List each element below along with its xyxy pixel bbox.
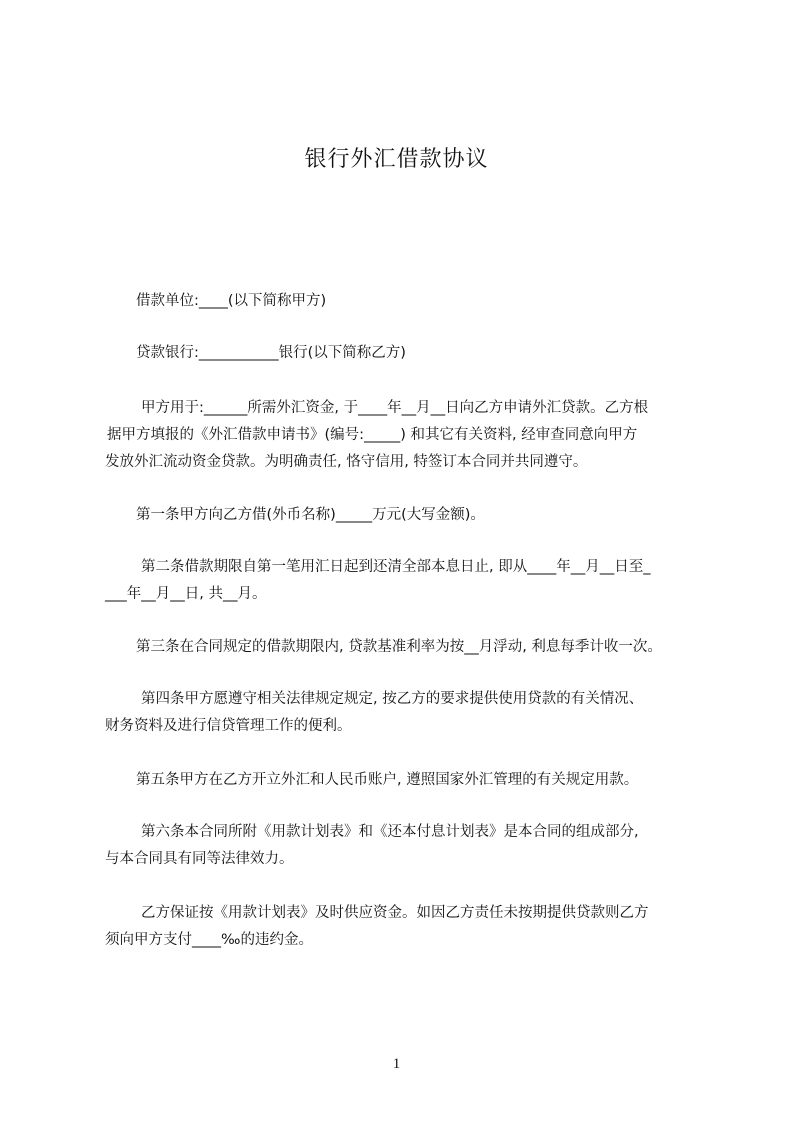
article-6-line-1: 第六条本合同所附《用款计划表》和《还本付息计划表》是本合同的组成部分, [141, 824, 639, 840]
document-title: 银行外汇借款协议 [304, 147, 489, 172]
article-5: 第五条甲方在乙方开立外汇和人民币账户, 遵照国家外汇管理的有关规定用款。 [136, 772, 639, 788]
article-6-line-2: 与本合同具有同等法律效力。 [105, 851, 294, 867]
preamble-line-2: 据甲方填报的《外汇借款申请书》(编号:_____) 和其它有关资料, 经审查同意向甲方 [107, 427, 638, 443]
article-2-line-1: 第二条借款期限自第一笔用汇日起到还清全部本息日止, 即从____年__月__日至_ [141, 559, 651, 575]
preamble-line-1: 甲方用于:______所需外汇资金, 于____年__月__日向乙方申请外汇贷款。乙方根 [141, 400, 649, 416]
article-4-line-2: 财务资料及进行信贷管理工作的便利。 [105, 718, 352, 734]
preamble-line-3: 发放外汇流动资金贷款。为明确责任, 恪守信用, 特签订本合同并共同遵守。 [105, 454, 588, 470]
article-2-line-2: ___年__月__日, 共__月。 [105, 586, 267, 602]
lender-line: 贷款银行:___________银行(以下简称乙方) [136, 345, 406, 361]
borrower-line: 借款单位:____(以下简称甲方) [136, 293, 327, 309]
article-3: 第三条在合同规定的借款期限内, 贷款基准利率为按__月浮动, 利息每季计收一次。 [136, 639, 662, 655]
article-4-line-1: 第四条甲方愿遵守相关法律规定规定, 按乙方的要求提供使用贷款的有关情况、 [141, 691, 644, 707]
guarantee-line-2: 须向甲方支付____‰的违约金。 [105, 932, 313, 948]
article-1: 第一条甲方向乙方借(外币名称)_____万元(大写金额)。 [136, 507, 485, 523]
guarantee-line-1: 乙方保证按《用款计划表》及时供应资金。如因乙方责任未按期提供贷款则乙方 [141, 905, 649, 921]
page-number: 1 [392, 1056, 401, 1072]
